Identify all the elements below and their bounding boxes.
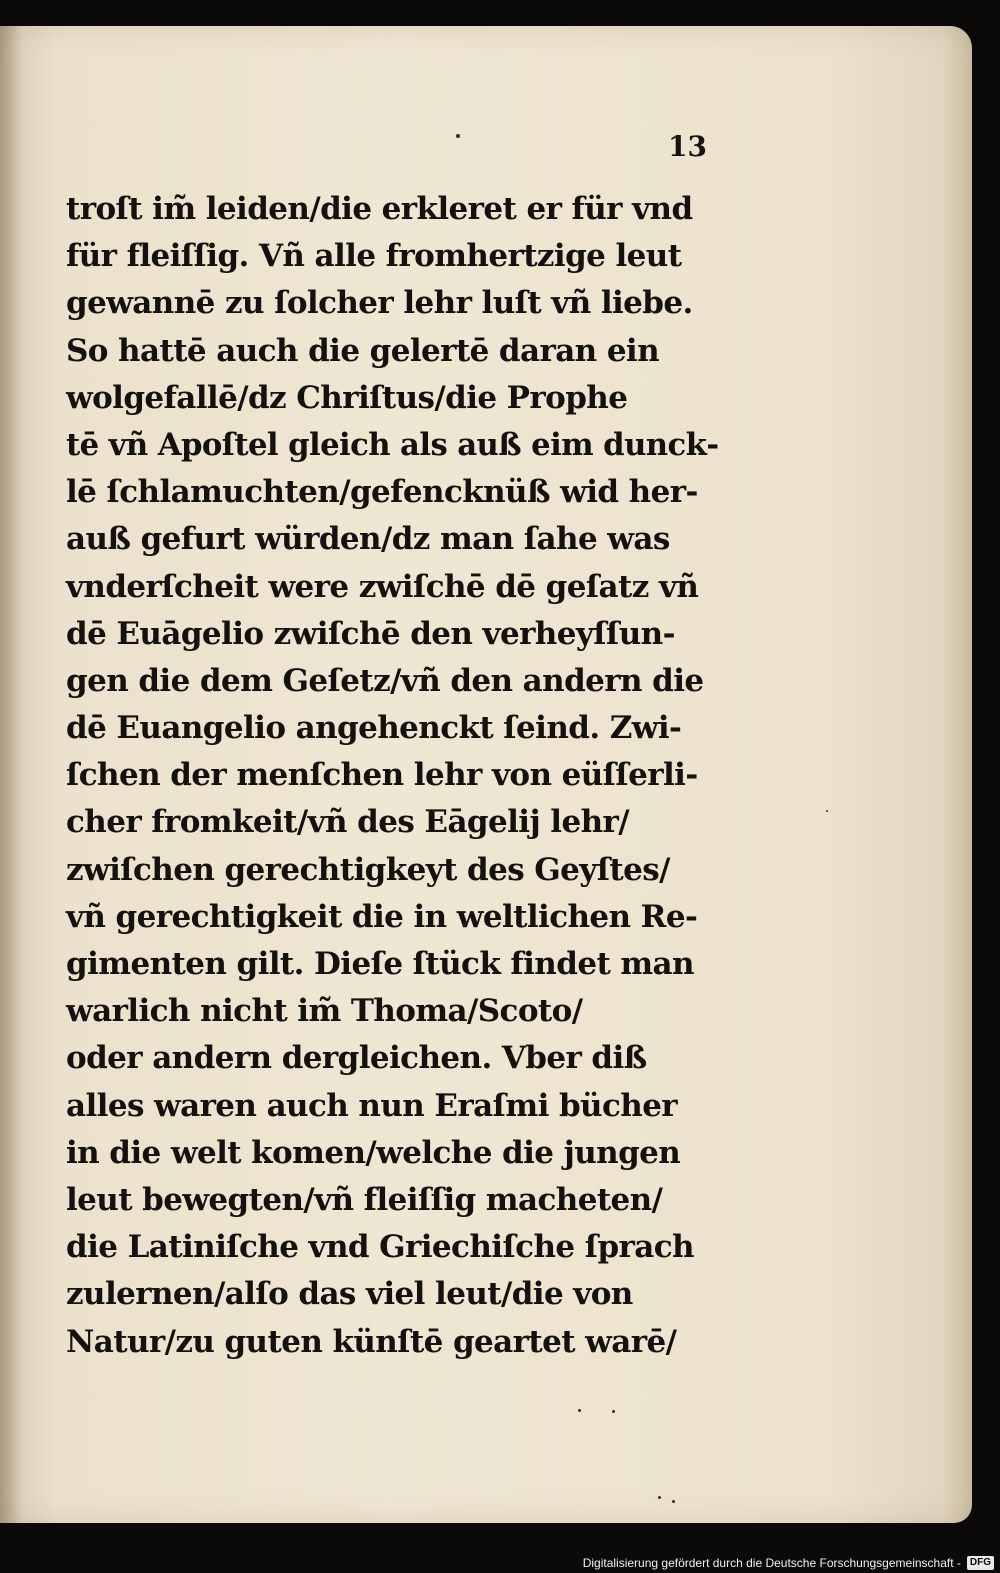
book-page — [0, 26, 972, 1523]
text-line: gimenten gilt. Dieſe ſtück findet man — [66, 946, 694, 982]
text-line: dē Euangelio angehenckt ſeind. Zwi‑ — [66, 710, 682, 747]
page-gutter-shadow — [0, 26, 22, 1523]
text-line: troſt im̃ leiden/die erkleret er für vnd — [66, 191, 693, 227]
text-line: Natur/zu guten künſtē geartet warē/ — [66, 1323, 677, 1360]
text-block — [66, 186, 718, 1366]
text-line: cher fromkeit/vñ des Eāgelij lehr/ — [66, 804, 629, 841]
text-line: So hattē auch die gelertē daran ein — [66, 332, 660, 369]
ink-speck — [658, 1496, 661, 1499]
page-number: 13 — [668, 130, 707, 163]
text-line: für fleiſſig. Vñ alle fromhertzige leut — [66, 238, 682, 275]
text-line: wolgefallē/dz Chriſtus/die Prophe — [66, 379, 628, 416]
text-line: zwiſchen gerechtigkeyt des Geyſtes/ — [66, 851, 670, 888]
text-line: in die welt komen/welche die jungen — [66, 1134, 681, 1171]
ink-speck — [672, 1500, 675, 1503]
text-line: gen die dem Geſetz/vñ den andern die — [66, 662, 704, 699]
text-line: gewannē zu ſolcher lehr luſt vñ liebe. — [66, 285, 693, 322]
text-line: auß gefurt würden/dz man ſahe was — [66, 521, 670, 558]
text-line: leut bewegten/vñ fleiſſig macheten/ — [66, 1181, 663, 1218]
text-line: oder andern dergleichen. Vber diß — [66, 1040, 647, 1077]
text-line: tē vñ Apoſtel gleich als auß eim dunck‑ — [66, 426, 719, 463]
ink-speck — [826, 810, 828, 812]
digitization-credit: Digitalisierung gefördert durch die Deutsche Forschungsgemeinschaft - — [582, 1556, 961, 1570]
dfg-logo: DFG — [967, 1556, 994, 1570]
text-line: zulernen/alſo das viel leut/die von — [66, 1276, 633, 1313]
text-line: dē Euāgelio zwiſchē den verheyſſun‑ — [66, 615, 675, 652]
text-line: die Latiniſche vnd Griechiſche ſprach — [66, 1229, 694, 1266]
text-line: lē ſchlamuchten/gefencknüß wid her‑ — [66, 474, 698, 511]
text-line: vnderſcheit were zwiſchē dē geſatz vñ — [66, 568, 699, 605]
text-line: warlich nicht im̃ Thoma/Scoto/ — [66, 993, 583, 1030]
text-line: ſchen der menſchen lehr von eüſſerli‑ — [66, 757, 698, 794]
ink-speck — [578, 1409, 581, 1412]
text-line: vñ gerechtigkeit die in weltlichen Re‑ — [66, 898, 698, 935]
ink-speck — [456, 134, 460, 138]
text-line: alles waren auch nun Eraſmi bücher — [66, 1087, 678, 1124]
ink-speck — [612, 1410, 615, 1413]
footer-bar — [0, 1553, 1000, 1573]
